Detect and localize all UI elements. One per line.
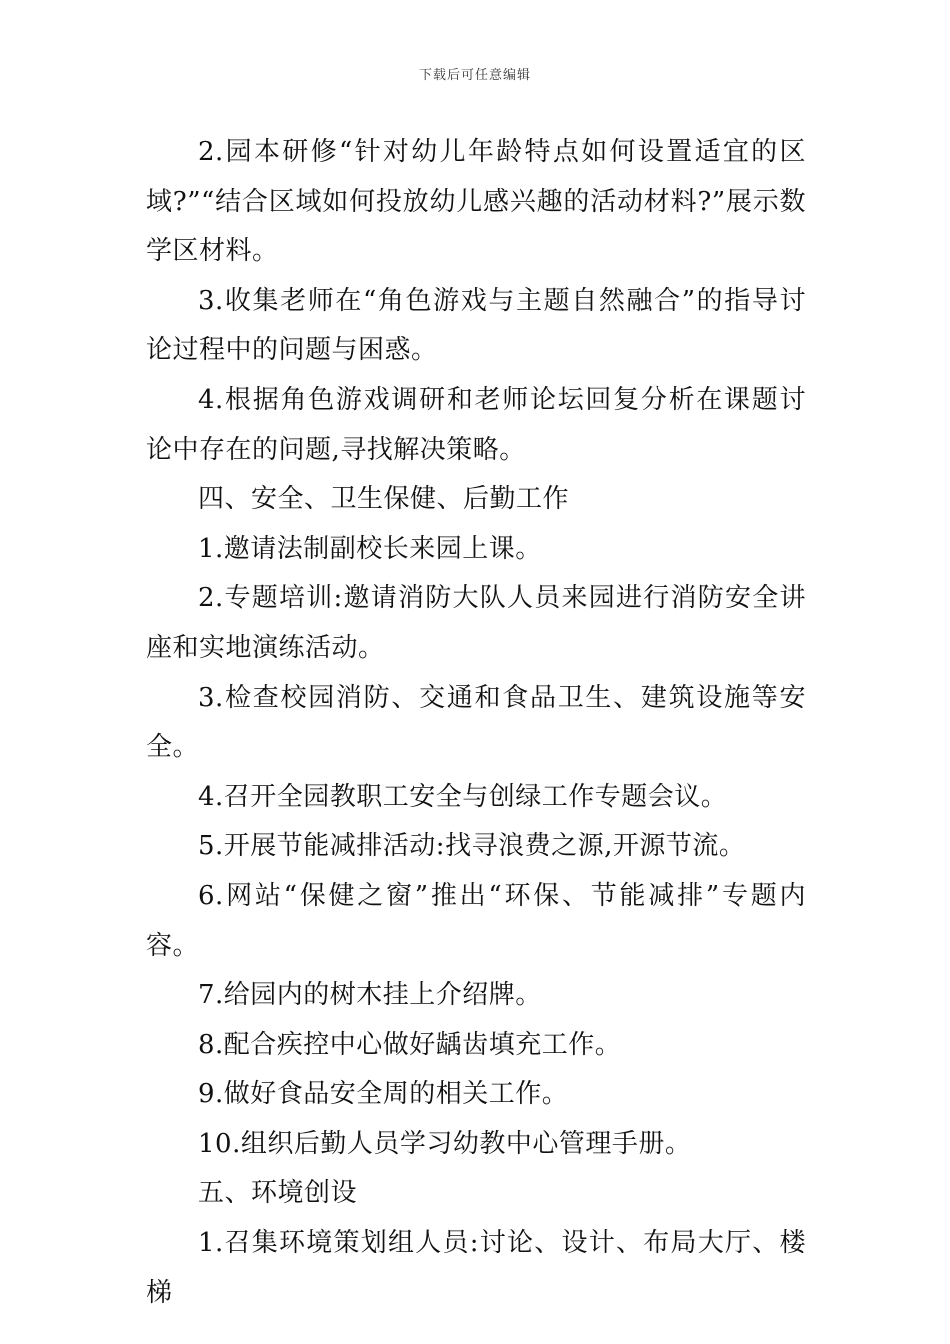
- paragraph: 2.专题培训:邀请消防大队人员来园进行消防安全讲座和实地演练活动。: [146, 583, 806, 663]
- paragraph: 1.召集环境策划组人员:讨论、设计、布局大厅、楼梯: [146, 1228, 806, 1308]
- page-header: 下载后可任意编辑: [418, 68, 531, 83]
- paragraph: 3.检查校园消防、交通和食品卫生、建筑设施等安全。: [146, 682, 806, 763]
- paragraph: 1.邀请法制副校长来园上课。: [198, 533, 542, 564]
- paragraph: 10.组织后勤人员学习幼教中心管理手册。: [198, 1128, 692, 1159]
- paragraph: 8.配合疾控中心做好龋齿填充工作。: [198, 1029, 622, 1060]
- paragraph: 5.开展节能减排活动:找寻浪费之源,开源节流。: [198, 831, 746, 862]
- paragraph: 6.网站“保健之窗”推出“环保、节能减排”专题内容。: [146, 880, 806, 961]
- section-heading: 五、环境创设: [198, 1178, 358, 1209]
- paragraph: 2.园本研修“针对幼儿年龄特点如何设置适宜的区域?”“结合区域如何投放幼儿感兴趣的活动材料?”展示数学区材料。: [146, 137, 806, 267]
- paragraph: 9.做好食品安全周的相关工作。: [198, 1079, 569, 1110]
- section-heading: 四、安全、卫生保健、后勤工作: [198, 484, 570, 515]
- paragraph: 4.召开全园教职工安全与创绿工作专题会议。: [198, 781, 728, 812]
- document-body: [146, 128, 806, 1318]
- paragraph: 7.给园内的树木挂上介绍牌。: [198, 980, 542, 1011]
- paragraph: 3.收集老师在“角色游戏与主题自然融合”的指导讨论过程中的问题与困惑。: [146, 285, 806, 366]
- paragraph: 4.根据角色游戏调研和老师论坛回复分析在课题讨论中存在的问题,寻找解决策略。: [146, 384, 806, 465]
